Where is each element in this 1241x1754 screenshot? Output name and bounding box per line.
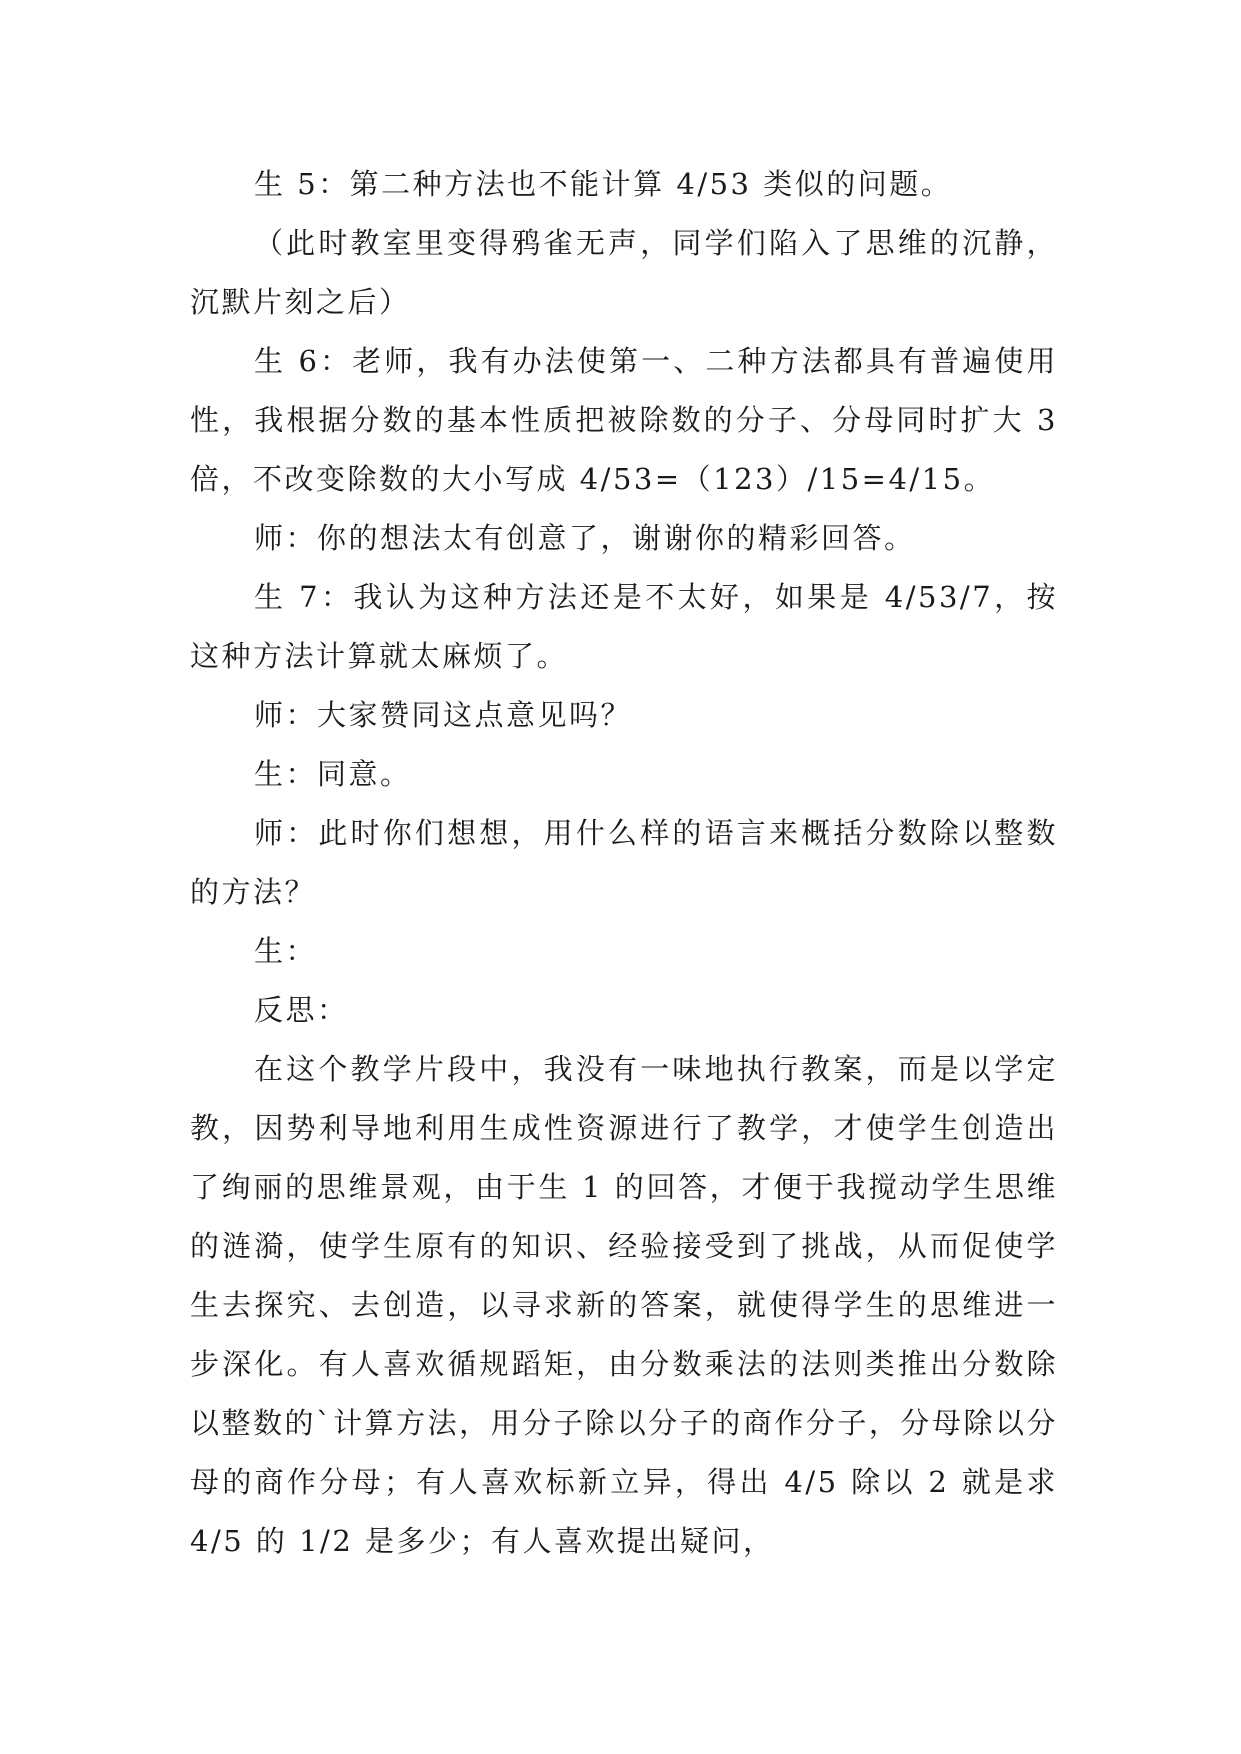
paragraph-reflection-body: 在这个教学片段中，我没有一味地执行教案，而是以学定教，因势利导地利用生成性资源进行了教学，才使学生创造出了绚丽的思维景观，由于生 1 的回答，才便于我搅动学生思维的涟漪，使学生原有的知识、经验接受到了挑战，从而促使学生去探究、去创造，以寻求新的答案，就使得学生的思维进一步深化。有人喜欢循规蹈矩，由分数乘法的法则类推出分数除以整数的`计算方法，用分子除以分子的商作分子，分母除以分母的商作分母；有人喜欢标新立异，得出 4/5 除以 2 就是求 4/5 的 1/2 是多少；有人喜欢提出疑问， <box>190 1052 1058 1558</box>
document-body <box>190 155 1058 1571</box>
paragraph-teacher-question: 师：大家赞同这点意见吗？ <box>254 698 633 732</box>
paragraph-student-answer: 生： <box>254 934 318 968</box>
paragraph-reflection-heading: 反思： <box>254 993 349 1027</box>
paragraph-student-6: 生 6：老师，我有办法使第一、二种方法都具有普遍使用性，我根据分数的基本性质把被除数的分子、分母同时扩大 3 倍，不改变除数的大小写成 4/53=（123）/15=4/15。 <box>190 344 1058 496</box>
paragraph-student-5: 生 5：第二种方法也不能计算 4/53 类似的问题。 <box>254 167 953 201</box>
paragraph-teacher-praise: 师：你的想法太有创意了，谢谢你的精彩回答。 <box>254 521 916 555</box>
paragraph-teacher-summary-question: 师：此时你们想想，用什么样的语言来概括分数除以整数的方法？ <box>190 816 1058 909</box>
paragraph-students-agree: 生：同意。 <box>254 757 412 791</box>
paragraph-classroom-note: （此时教室里变得鸦雀无声，同学们陷入了思维的沉静，沉默片刻之后） <box>190 226 1058 319</box>
paragraph-student-7: 生 7：我认为这种方法还是不太好，如果是 4/53/7，按这种方法计算就太麻烦了。 <box>190 580 1058 673</box>
